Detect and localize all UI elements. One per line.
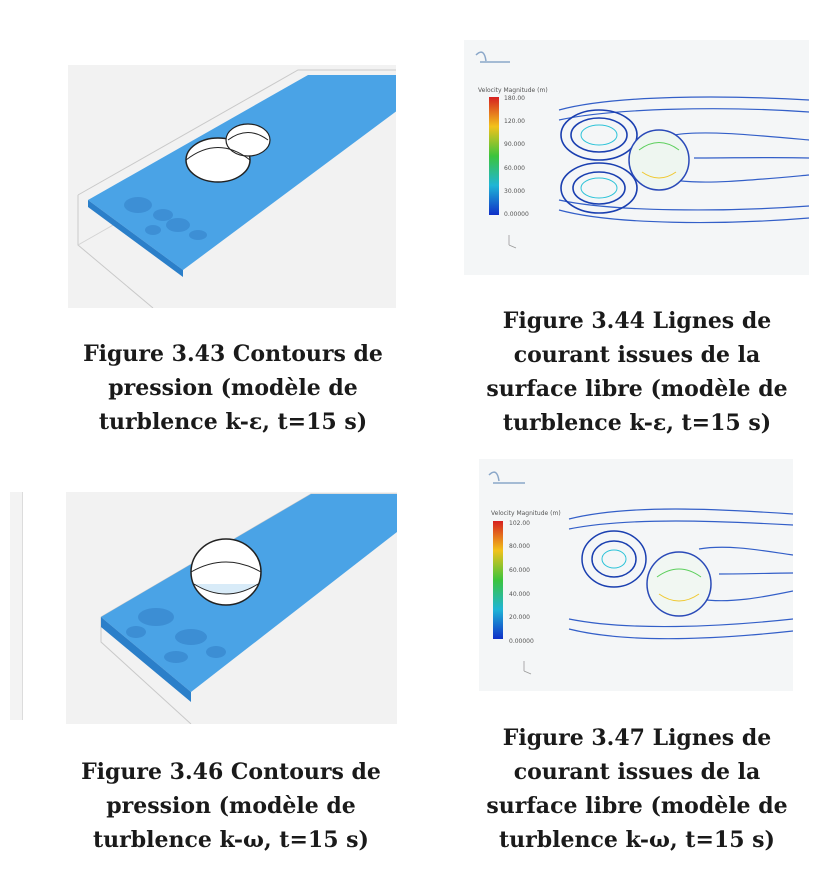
caption-line: courant issues de la [513, 342, 761, 368]
figure-3-46-image [66, 492, 397, 724]
legend-title: Velocity Magnitude (m) [491, 510, 561, 517]
figure-3-44-caption [462, 304, 812, 440]
pressure-contour-render [66, 492, 397, 724]
figure-3-47-image [479, 459, 793, 691]
axis-triad-icon [509, 235, 516, 248]
figure-3-46-caption [56, 755, 406, 857]
figure-3-43-image [68, 65, 396, 308]
figure-3-44-image [464, 40, 809, 275]
caption-line: Figure 3.46 Contours de [81, 759, 381, 785]
caption-line: Figure 3.44 Lignes de [502, 308, 772, 334]
logo-mark-icon [489, 472, 525, 483]
figure-3-43-caption [58, 337, 408, 439]
legend-tick: 20.000 [509, 614, 530, 621]
streamline-render [479, 459, 793, 691]
logo-mark-icon [476, 52, 510, 62]
caption-line: surface libre (modèle de [486, 793, 788, 819]
legend-tick: 60.000 [504, 165, 525, 172]
legend-tick: 40.000 [509, 591, 530, 598]
caption-line: pression (modèle de [108, 375, 358, 401]
caption-line: pression (modèle de [106, 793, 356, 819]
caption-line: turblence k-ε, t=15 s) [98, 409, 368, 435]
legend-tick: 30.000 [504, 188, 525, 195]
caption-line: surface libre (modèle de [486, 376, 788, 402]
figure-3-47-caption [462, 721, 812, 857]
colorbar [493, 521, 503, 639]
legend-tick: 90.000 [504, 141, 525, 148]
legend-tick: 60.000 [509, 567, 530, 574]
axis-triad-icon [524, 661, 531, 674]
caption-line: turblence k-ω, t=15 s) [499, 827, 775, 853]
caption-line: Figure 3.43 Contours de [83, 341, 383, 367]
caption-line: Figure 3.47 Lignes de [502, 725, 772, 751]
caption-line: turblence k-ω, t=15 s) [93, 827, 369, 853]
legend-tick: 0.00000 [504, 211, 529, 218]
legend-tick: 180.00 [504, 95, 525, 102]
caption-line: turblence k-ε, t=15 s) [502, 410, 772, 436]
colorbar [489, 97, 499, 215]
legend-tick: 80.000 [509, 543, 530, 550]
left-edge-fragment [10, 492, 23, 720]
legend-tick: 120.00 [504, 118, 525, 125]
legend-title: Velocity Magnitude (m) [478, 87, 548, 94]
legend-tick: 0.00000 [509, 638, 534, 645]
streamline-render [464, 40, 809, 275]
legend-tick: 102.00 [509, 520, 530, 527]
pressure-contour-render [68, 65, 396, 308]
caption-line: courant issues de la [513, 759, 761, 785]
